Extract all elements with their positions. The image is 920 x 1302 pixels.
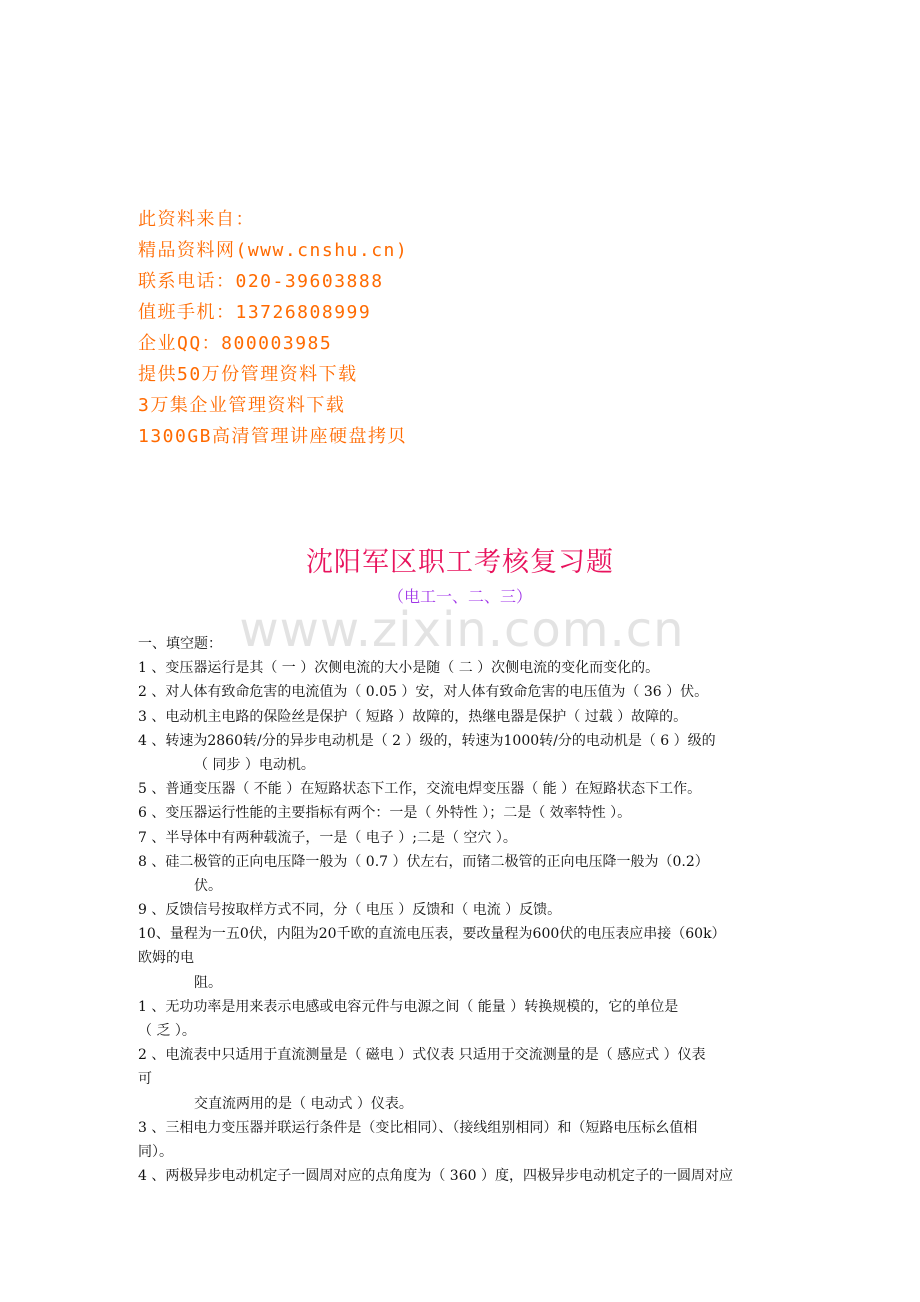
question-item: 1 、变压器运行是其（ 一 ）次侧电流的大小是随（ 二 ）次侧电流的变化而变化的。 xyxy=(138,660,660,677)
question-list xyxy=(138,632,783,1188)
company-qq-line: 企业QQ：800003985 xyxy=(138,333,333,354)
question-continuation: 阻。 xyxy=(194,974,222,991)
question-item: 10、量程为一五0伏，内阻为20千欧的直流电压表，要改量程为600伏的电压表应串接（60k） xyxy=(138,926,726,943)
section-heading: 一、填空题： xyxy=(138,636,222,652)
document-subtitle: （电工一、二、三） xyxy=(387,587,532,606)
watermark: www.zixin.com.cn xyxy=(239,602,685,658)
question-item: 1 、无功功率是用来表示电感或电容元件与电源之间（ 能量 ）转换规模的，它的单位是 xyxy=(138,998,679,1015)
document-title: 沈阳军区职工考核复习题 xyxy=(306,547,614,578)
question-continuation: 交直流两用的是（ 电动式 ）仪表。 xyxy=(194,1095,413,1112)
question-item: 7 、半导体中有两种载流子，一是（ 电子 ）;二是（ 空穴 ）。 xyxy=(138,829,517,846)
offer-line-1: 提供50万份管理资料下载 xyxy=(138,364,358,385)
contact-phone-line: 联系电话：020-39603888 xyxy=(138,271,384,292)
source-info-block xyxy=(138,204,408,452)
question-continuation: 可 xyxy=(138,1071,152,1088)
question-item: 6 、变压器运行性能的主要指标有两个：一是（ 外特性 ）；二是（ 效率特性 ）。 xyxy=(138,805,632,822)
question-continuation: 伏。 xyxy=(194,877,222,894)
offer-line-2: 3万集企业管理资料下载 xyxy=(138,395,346,416)
question-item: 2 、电流表中只适用于直流测量是（ 磁电 ）式仪表 只适用于交流测量的是（ 感应式 ）仪表 xyxy=(138,1047,706,1064)
duty-mobile-line: 值班手机：13726808999 xyxy=(138,302,372,323)
question-item: 3 、电动机主电路的保险丝是保护（ 短路 ）故障的，热继电器是保护（ 过载 ）故障的。 xyxy=(138,708,688,725)
question-item: 9 、反馈信号按取样方式不同，分（ 电压 ）反馈和（ 电流 ）反馈。 xyxy=(138,902,562,919)
source-website-line: 精品资料网(www.cnshu.cn) xyxy=(138,240,409,261)
source-info-line: 此资料来自： xyxy=(138,209,255,230)
question-item: 3 、三相电力变压器并联运行条件是（变比相同）、（接线组别相同）和（短路电压标幺值相 xyxy=(138,1119,698,1136)
question-continuation: （ 乏 ）。 xyxy=(138,1023,196,1039)
question-continuation: （ 同步 ）电动机。 xyxy=(194,756,315,773)
question-item: 8 、硅二极管的正向电压降一般为（ 0.7 ）伏左右，而锗二极管的正向电压降一般为（0.2） xyxy=(138,853,709,870)
offer-line-3: 1300GB高清管理讲座硬盘拷贝 xyxy=(138,426,408,447)
question-item: 5 、普通变压器（ 不能 ）在短路状态下工作，交流电焊变压器（ 能 ）在短路状态下工作。 xyxy=(138,781,702,798)
question-item: 2 、对人体有致命危害的电流值为（ 0.05 ）安，对人体有致命危害的电压值为（ 36 ）伏。 xyxy=(138,684,709,701)
question-continuation: 同）。 xyxy=(138,1143,173,1160)
question-item: 4 、两极异步电动机定子一圆周对应的点角度为（ 360 ）度，四极异步电动机定子的一圆周对应 xyxy=(138,1168,733,1185)
question-item: 4 、转速为2860转/分的异步电动机是（ 2 ）级的，转速为1000转/分的电动机是（ 6 ）级的 xyxy=(138,732,716,749)
question-continuation: 欧姆的电 xyxy=(138,950,194,967)
